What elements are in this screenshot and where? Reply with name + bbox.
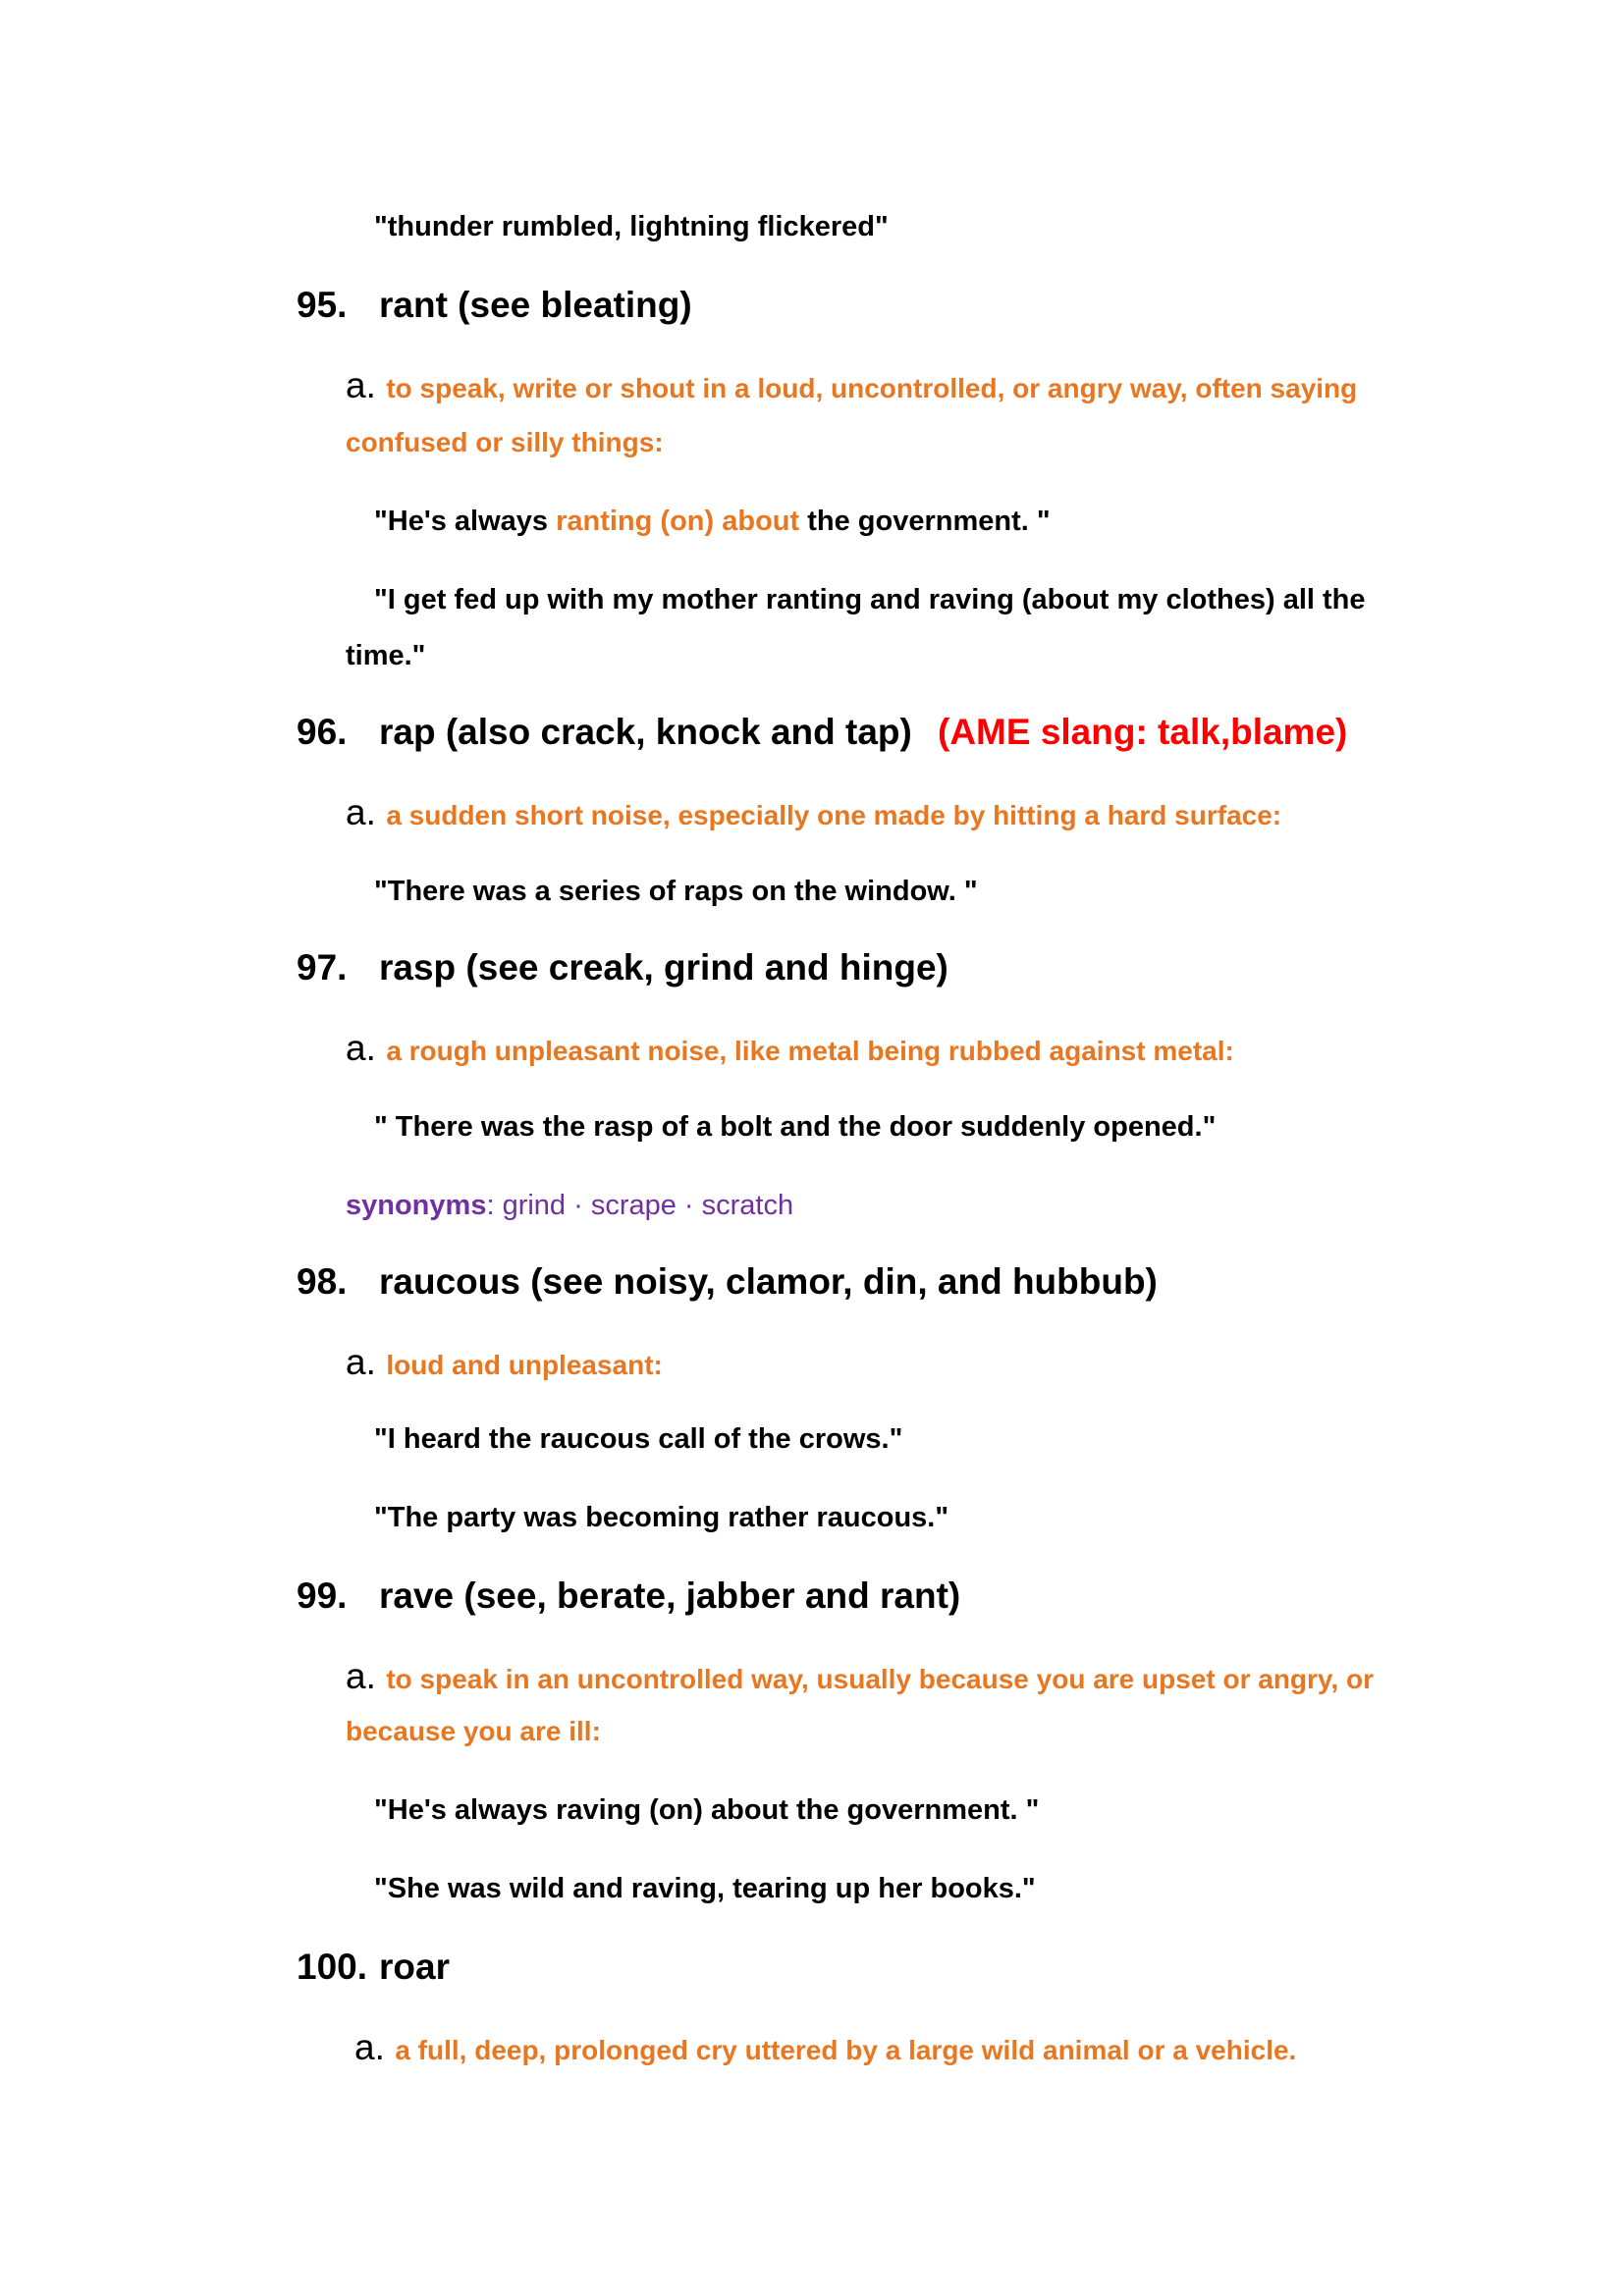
entry-99-headword: rave (see, berate, jabber and rant) [379, 1575, 961, 1616]
entry-95-example-2-line1: "I get fed up with my mother ranting and raving (about my clothes) all the [374, 584, 1366, 615]
entry-100-number: 100. [297, 1947, 368, 1987]
entry-100-definition: a full, deep, prolonged cry uttered by a large wild animal or a vehicle. [395, 2035, 1297, 2065]
entry-96-headword: rap (also crack, knock and tap) [379, 712, 912, 752]
entry-97-number: 97. [297, 947, 348, 988]
entry-100-definition-row [354, 2027, 1296, 2068]
entry-96-marker: a. [346, 792, 376, 832]
entry-95-example-2-line2: time." [346, 640, 426, 671]
entry-95-example-1-highlight: ranting (on) about [556, 506, 800, 537]
entry-95-number: 95. [297, 285, 348, 325]
entry-95-marker: a. [346, 365, 376, 405]
entry-98-definition-row [346, 1342, 663, 1383]
entry-95-definition-line1: to speak, write or shout in a loud, uncontrolled, or angry way, often saying [386, 373, 1358, 403]
entry-99-marker: a. [346, 1656, 376, 1696]
entry-95-headword: rant (see bleating) [379, 285, 692, 325]
entry-99-definition-line2: because you are ill: [346, 1716, 601, 1746]
entry-95-example-1 [374, 506, 1051, 538]
entry-99-definition-line1: to speak in an uncontrolled way, usually because you are upset or angry, or [386, 1664, 1374, 1694]
entry-97-definition: a rough unpleasant noise, like metal being rubbed against metal: [386, 1036, 1234, 1066]
entry-98-number: 98. [297, 1261, 348, 1302]
entry-98-headword: raucous (see noisy, clamor, din, and hubbub) [379, 1261, 1158, 1302]
entry-95-definition-row [346, 365, 1357, 406]
entry-98-example-1: "I heard the raucous call of the crows." [374, 1423, 903, 1455]
entry-97-example: " There was the rasp of a bolt and the door suddenly opened." [374, 1111, 1217, 1143]
entry-99-example-1: "He's always raving (on) about the government. " [374, 1794, 1040, 1826]
entry-97-marker: a. [346, 1028, 376, 1068]
entry-98-definition: loud and unpleasant: [386, 1350, 663, 1380]
entry-97-definition-row [346, 1028, 1234, 1069]
entry-98-example-2: "The party was becoming rather raucous." [374, 1502, 949, 1533]
entry-96-definition: a sudden short noise, especially one made by hitting a hard surface: [386, 800, 1282, 830]
entry-97-synonyms-label: synonyms [346, 1190, 487, 1221]
entry-96-example: "There was a series of raps on the window. " [374, 876, 978, 907]
entry-97-synonyms [346, 1190, 793, 1222]
intro-example: "thunder rumbled, lightning flickered" [374, 211, 889, 242]
entry-95-example-1-post: the government. " [799, 506, 1051, 537]
entry-97-synonyms-list: : grind · scrape · scratch [486, 1190, 794, 1221]
entry-98-marker: a. [346, 1342, 376, 1382]
entry-99-example-2: "She was wild and raving, tearing up her books." [374, 1873, 1036, 1904]
entry-99-definition-row [346, 1656, 1374, 1697]
entry-96-definition-row [346, 792, 1281, 833]
entry-95-example-1-pre: "He's always [374, 506, 557, 537]
entry-95-definition-line2: confused or silly things: [346, 427, 664, 457]
entry-96-number: 96. [297, 712, 348, 752]
entry-97-headword: rasp (see creak, grind and hinge) [379, 947, 948, 988]
entry-99-number: 99. [297, 1575, 348, 1616]
entry-100-marker: a. [354, 2027, 385, 2067]
entry-100-headword: roar [379, 1947, 450, 1987]
entry-96-slang-note: (AME slang: talk,blame) [938, 712, 1348, 752]
